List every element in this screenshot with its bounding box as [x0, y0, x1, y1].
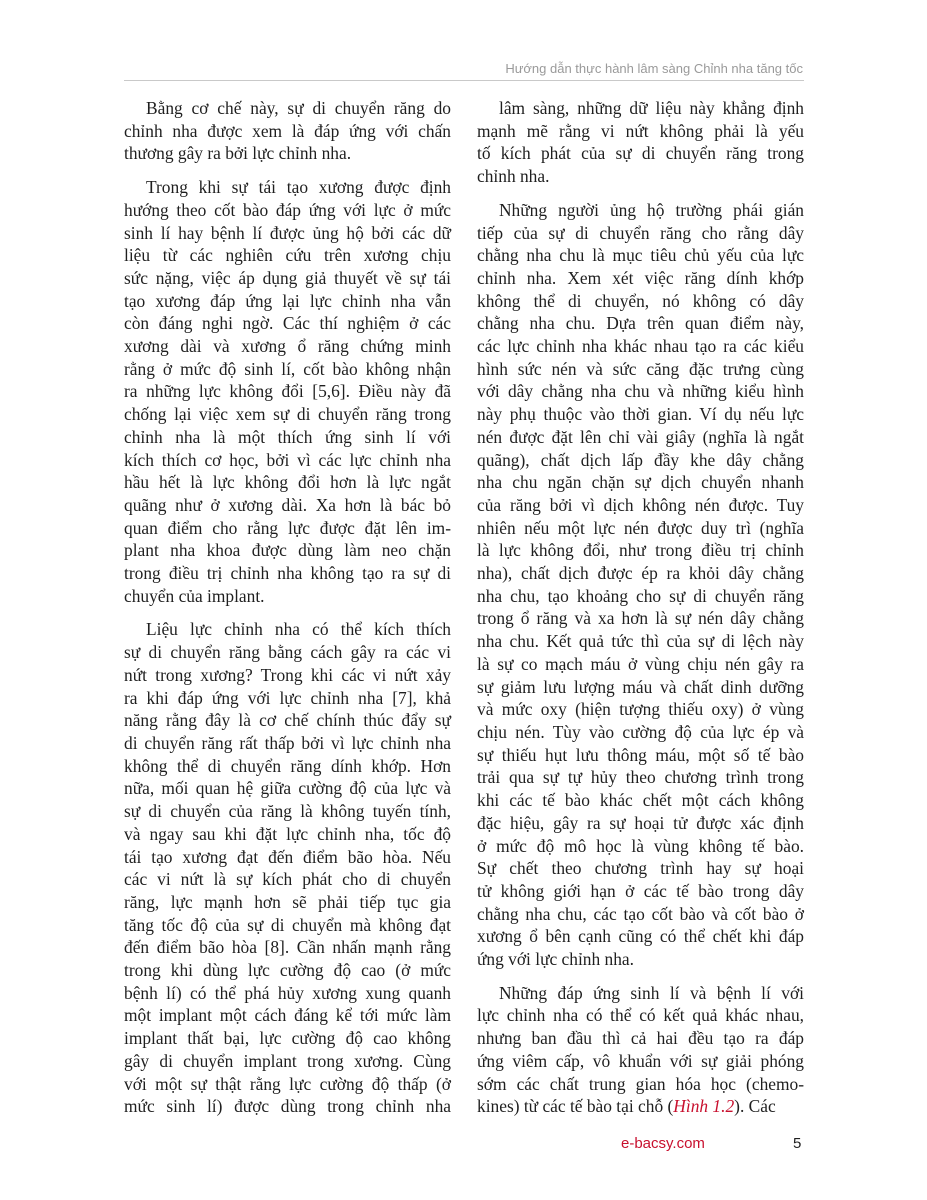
text-line: là sự co mạch máu ở vùng chịu nén gây ra: [477, 653, 804, 674]
paragraph: [477, 982, 804, 1096]
text-line: một implant một cách đáng kể tới mức làm: [124, 1005, 451, 1026]
text-line: mức sinh lí) được dùng trong chỉnh nha: [124, 1096, 451, 1117]
text-line: tử không giới hạn ở các tế bào trong dây: [477, 880, 804, 901]
text-line: kích thích cơ học, bởi vì các lực chỉnh nha: [124, 449, 451, 470]
text-line: hình sức nén và sức căng đặc trưng cùng: [477, 358, 804, 379]
text-line: kines) từ các tế bào tại chỗ (Hình 1.2). Các: [477, 1096, 776, 1117]
paragraph: [124, 97, 451, 165]
text-line: các vi nứt là sự kích phát cho di chuyển: [124, 869, 451, 890]
text-line: ứng với lực chỉnh nha.: [477, 949, 634, 970]
text-line: thương gây ra bởi lực chỉnh nha.: [124, 143, 352, 164]
text-line: tiếp của sự di chuyển răng cho rằng dây: [477, 222, 804, 243]
text-line: chỉnh nha. Xem xét việc răng dính khớp: [477, 267, 804, 288]
text-line: khi các tế bào khác chết một cách không: [477, 790, 804, 811]
text-line: gây di chuyển implant trong xương. Cùng: [124, 1050, 451, 1071]
text-line: di chuyển răng rất thấp bởi vì lực chỉnh nha: [124, 732, 451, 753]
paragraph: [124, 176, 451, 607]
text-line: nhưng ban đầu thì cả hai đều tạo ra đáp: [477, 1028, 804, 1049]
text-line: chằng nha chu. Dựa trên quan điểm này,: [477, 313, 804, 334]
text-line: sức nặng, việc áp dụng giả thuyết về sự tái: [124, 267, 451, 288]
text-line: của răng bởi vì dịch không nén được. Tuy: [477, 494, 804, 515]
text-line: bệnh lí) có thể phá hủy xương xung quanh: [124, 982, 451, 1003]
text-line: Sự chết theo chương trình hay sự hoại: [477, 858, 804, 879]
header-divider: [124, 80, 804, 81]
text-line: xương ổ bên cạnh cũng có thể chết khi đáp: [477, 926, 804, 947]
text-line: xương dài và xương ổ răng chứng minh: [124, 336, 451, 357]
text-line: trong khi dùng lực cường độ cao (ở mức: [124, 960, 451, 981]
text-line: chỉnh nha.: [477, 166, 550, 187]
text-line: sự thiếu hụt lưu thông máu, một số tế bào: [477, 744, 804, 765]
paragraph: [477, 97, 804, 188]
text-line: chịu nén. Tùy vào cường độ của lực ép và: [477, 721, 804, 742]
text-line: nứt trong xương? Trong khi các vi nứt xảy: [124, 664, 451, 685]
text-line: liệu từ các nghiên cứu trên xương chịu: [124, 245, 451, 266]
text-line: răng, lực mạnh hơn sẽ phải tiếp tục gia: [124, 891, 451, 912]
text-line: chằng nha chu là mục tiêu chủ yếu của lực: [477, 245, 804, 266]
text-line: ở mức độ mô học là vùng không tế bào.: [477, 835, 804, 856]
text-line: rằng ở mức độ sinh lí, cốt bào không nhận: [124, 358, 451, 379]
text-line: quãng như ở xương dài. Xa hơn là bác bỏ: [124, 494, 451, 515]
text-line: sự giảm lưu lượng máu và chất dinh dưỡng: [477, 676, 804, 697]
text-line: đặc hiệu, gây ra sự hoại tử được xác định: [477, 812, 804, 833]
text-line: không thể di chuyển răng dính khớp. Hơn: [124, 755, 451, 776]
text-line: Những người ủng hộ trường phái gián: [499, 199, 804, 220]
text-line: hầu hết là lực không đổi hơn là lực ngắt: [124, 472, 451, 493]
text-line: này phụ thuộc vào thời gian. Ví dụ nếu lực: [477, 404, 804, 425]
text-line: chống lại việc xem sự di chuyển răng trong: [124, 404, 451, 425]
text-line: các lực chỉnh nha khác nhau tạo ra các kiểu: [477, 336, 804, 357]
text-line: nha), chất dịch được ép ra khỏi dây chằng: [477, 563, 804, 584]
text-line: còn đáng nghi ngờ. Các thí nghiệm ở các: [124, 313, 451, 334]
figure-reference-link[interactable]: Hình 1.2: [673, 1096, 735, 1117]
text-line: quãng), chất dịch lấp đầy khe dây chằng: [477, 449, 804, 470]
text-line: nha chu ngăn chặn sự dịch chuyển nhanh: [477, 472, 804, 493]
text-line: nhiên nếu một lực nén được duy trì (nghĩa: [477, 517, 804, 538]
text-line: implant thất bại, lực cường độ cao không: [124, 1028, 451, 1049]
text-line: đến điểm bão hòa [8]. Cần nhấn mạnh rằng: [124, 937, 451, 958]
text-line: lực chỉnh nha có thể có kết quả khác nhau,: [477, 1005, 804, 1026]
text-line: quan điểm cho rằng lực được đặt lên im-: [124, 517, 451, 538]
text-line: trong ổ răng và xa hơn là sự nén dây chằng: [477, 608, 804, 629]
text-line: sớm các chất trung gian hóa học (chemo-: [477, 1073, 804, 1094]
text-line: Trong khi sự tái tạo xương được định: [146, 177, 451, 198]
text-line: plant nha khoa được dùng làm neo chặn: [124, 540, 451, 561]
text-line: nữa, mối quan hệ giữa cường độ của lực và: [124, 778, 451, 799]
right-text-column: [477, 97, 804, 1118]
text-line: ứng viêm cấp, vô khuẩn với sự giải phóng: [477, 1050, 804, 1071]
paragraph: [477, 199, 804, 971]
text-line: và mức oxy (hiện tượng thiếu oxy) ở vùng: [477, 699, 804, 720]
text-line: lâm sàng, những dữ liệu này khẳng định: [499, 98, 804, 118]
text-line: tăng tốc độ của sự di chuyển mà không đạt: [124, 914, 451, 935]
text-line: với dây chằng nha chu và những kiểu hình: [477, 381, 804, 402]
text-line: Bằng cơ chế này, sự di chuyển răng do: [146, 98, 451, 118]
text-line: và ngay sau khi đặt lực chỉnh nha, tốc độ: [124, 823, 451, 844]
text-line: chằng nha chu, các tạo cốt bào và cốt bào ở: [477, 903, 804, 924]
text-line: tố kích phát của sự di chuyển răng trong: [477, 143, 804, 164]
running-header: Hướng dẫn thực hành lâm sàng Chỉnh nha tăng tốc: [505, 61, 803, 76]
text-line: tái tạo xương đạt đến điểm bão hòa. Nếu: [124, 846, 451, 867]
left-text-column: [124, 97, 451, 1118]
text-line: sự di chuyển của răng là không tuyến tính,: [124, 801, 451, 822]
text-line: trải qua sự tự hủy theo chương trình trong: [477, 767, 804, 788]
footer-website: e-bacsy.com: [621, 1135, 705, 1152]
text-line: nha chu, tạo khoảng cho sự di chuyển răng: [477, 585, 804, 606]
text-line: sinh lí hay bệnh lí được ủng hộ bởi các dữ: [124, 222, 451, 243]
text-line: không thể di chuyển, nó không có dây: [477, 290, 804, 311]
text-line: ra khi đáp ứng với lực chỉnh nha [7], khả: [124, 687, 451, 708]
page-number: 5: [793, 1135, 802, 1152]
text-line: trong điều trị chỉnh nha không tạo ra sự di: [124, 563, 451, 584]
text-line: Những đáp ứng sinh lí và bệnh lí với: [499, 982, 804, 1003]
text-line: nha chu. Kết quả tức thì của sự di lệch này: [477, 631, 804, 652]
text-line: Liệu lực chỉnh nha có thể kích thích: [146, 619, 451, 640]
text-line: là lực không đổi, như trong điều trị chỉnh: [477, 540, 804, 561]
text-line: mạnh mẽ rằng vi nứt không phải là yếu: [477, 120, 804, 141]
paragraph: [124, 618, 451, 1117]
text-line: với một sự thật rằng lực cường độ thấp (ở: [124, 1073, 451, 1094]
text-line: chỉnh nha là một thích ứng sinh lí với: [124, 426, 451, 447]
text-line: sự di chuyển răng bằng cách gây ra các vi: [124, 642, 451, 663]
text-line: nén được đặt lên chỉ vài giây (nghĩa là ngắt: [477, 426, 804, 447]
text-line: tạo xương đáp ứng lại lực chỉnh nha vẫn: [124, 290, 451, 311]
text-line: ra những lực không đổi [5,6]. Điều này đã: [124, 381, 451, 402]
text-line: năng rằng đây là cơ chế chính thúc đẩy sự: [124, 710, 451, 731]
text-line: hướng theo cốt bào đáp ứng với lực ở mức: [124, 199, 451, 220]
text-line: chuyển của implant.: [124, 585, 265, 606]
text-line: chỉnh nha được xem là đáp ứng với chấn: [124, 120, 451, 141]
